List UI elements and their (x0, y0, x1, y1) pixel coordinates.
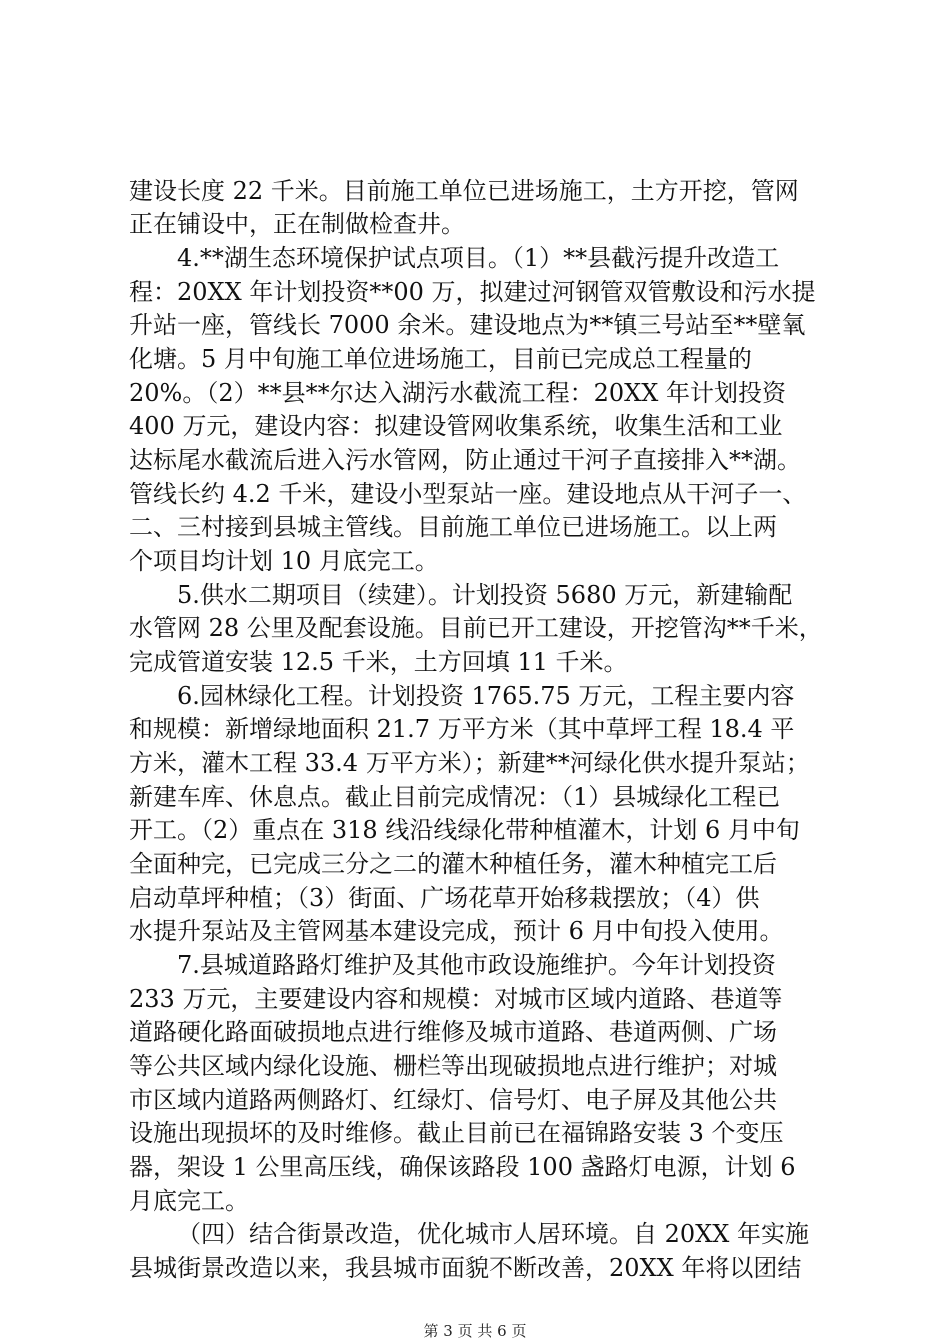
text-line-content: 达标尾水截流后进入污水管网，防止通过干河子直接排入**湖。 (129, 446, 801, 474)
text-line-content: 水管网 28 公里及配套设施。目前已开工建设，开挖管沟**千米， (129, 614, 823, 642)
text-line-content: 化塘。5 月中旬施工单位进场施工，目前已完成总工程量的 (129, 345, 752, 373)
text-line-content: 水提升泵站及主管网基本建设完成，预计 6 月中旬投入使用。 (129, 917, 784, 945)
text-line-content: 建设长度 22 千米。目前施工单位已进场施工，土方开挖，管网 (129, 177, 799, 205)
text-line (0, 812, 950, 848)
text-line-content: 新建车库、休息点。截止目前完成情况：（1）县城绿化工程已 (129, 783, 781, 811)
text-line-content: 完成管道安装 12.5 千米，土方回填 11 千米。 (129, 648, 628, 676)
text-line (0, 913, 950, 949)
text-line (0, 1149, 950, 1185)
text-line-content: 等公共区域内绿化设施、栅栏等出现破损地点进行维护；对城 (129, 1052, 777, 1080)
text-line (0, 577, 950, 613)
text-line (0, 1082, 950, 1118)
text-line-content: 升站一座，管线长 7000 余米。建设地点为**镇三号站至**壁氧 (129, 311, 806, 339)
text-line (0, 307, 950, 343)
text-line (0, 509, 950, 545)
text-line (0, 1216, 950, 1252)
text-line-content: 月底完工。 (129, 1187, 249, 1215)
text-line-content: 二、三村接到县城主管线。目前施工单位已进场施工。以上两 (129, 513, 777, 541)
text-line-content: 道路硬化路面破损地点进行维修及城市道路、巷道两侧、广场 (129, 1018, 777, 1046)
text-line-content: 5.供水二期项目（续建）。计划投资 5680 万元，新建输配 (177, 581, 793, 609)
text-line-content: 个项目均计划 10 月底完工。 (129, 547, 439, 575)
text-line (0, 543, 950, 579)
text-line (0, 1048, 950, 1084)
text-line (0, 644, 950, 680)
text-line (0, 610, 950, 646)
text-line-content: 233 万元，主要建设内容和规模：对城市区域内道路、巷道等 (129, 985, 783, 1013)
text-line-content: 7.县城道路路灯维护及其他市政设施维护。今年计划投资 (177, 951, 776, 979)
text-line (0, 1183, 950, 1219)
text-line (0, 981, 950, 1017)
text-line (0, 678, 950, 714)
text-line (0, 880, 950, 916)
text-line-content: 开工。（2）重点在 318 线沿线绿化带种植灌木，计划 6 月中旬 (129, 816, 800, 844)
text-line (0, 375, 950, 411)
text-line-content: 6.园林绿化工程。计划投资 1765.75 万元，工程主要内容 (177, 682, 795, 710)
text-line-content: 正在铺设中，正在制做检查井。 (129, 210, 465, 238)
text-line (0, 745, 950, 781)
text-line-content: 设施出现损坏的及时维修。截止目前已在福锦路安装 3 个变压 (129, 1119, 784, 1147)
text-line (0, 711, 950, 747)
text-line (0, 274, 950, 310)
text-line (0, 173, 950, 209)
text-line-content: （四）结合街景改造，优化城市人居环境。自 20XX 年实施 (177, 1220, 809, 1248)
text-line-content: 方米，灌木工程 33.4 万平方米）；新建**河绿化供水提升泵站； (129, 749, 810, 777)
text-line-content: 和规模：新增绿地面积 21.7 万平方米（其中草坪工程 18.4 平 (129, 715, 795, 743)
text-line-content: 管线长约 4.2 千米，建设小型泵站一座。建设地点从干河子一、 (129, 480, 807, 508)
text-line (0, 240, 950, 276)
text-line (0, 442, 950, 478)
text-line (0, 779, 950, 815)
text-line (0, 206, 950, 242)
text-line (0, 1014, 950, 1050)
text-line (0, 846, 950, 882)
text-line (0, 1115, 950, 1151)
text-line-content: 20%。（2）**县**尔达入湖污水截流工程：20XX 年计划投资 (129, 379, 786, 407)
text-line-content: 程：20XX 年计划投资**00 万，拟建过河钢管双管敷设和污水提 (129, 278, 816, 306)
text-line (0, 341, 950, 377)
text-line-content: 市区域内道路两侧路灯、红绿灯、信号灯、电子屏及其他公共 (129, 1086, 777, 1114)
text-line (0, 947, 950, 983)
page-number-footer: 第 3 页 共 6 页 (423, 1322, 527, 1340)
text-line-content: 400 万元，建设内容：拟建设管网收集系统，收集生活和工业 (129, 412, 783, 440)
text-line-content: 启动草坪种植；（3）街面、广场花草开始移栽摆放；（4）供 (129, 884, 760, 912)
text-line-content: 全面种完，已完成三分之二的灌木种植任务，灌木种植完工后 (129, 850, 777, 878)
text-line-content: 4.**湖生态环境保护试点项目。（1）**县截污提升改造工 (177, 244, 780, 272)
text-line-content: 器，架设 1 公里高压线，确保该路段 100 盏路灯电源，计划 6 (129, 1153, 796, 1181)
text-line (0, 476, 950, 512)
text-line (0, 408, 950, 444)
text-line-content: 县城街景改造以来，我县城市面貌不断改善，20XX 年将以团结 (129, 1254, 802, 1282)
text-line (0, 1250, 950, 1286)
